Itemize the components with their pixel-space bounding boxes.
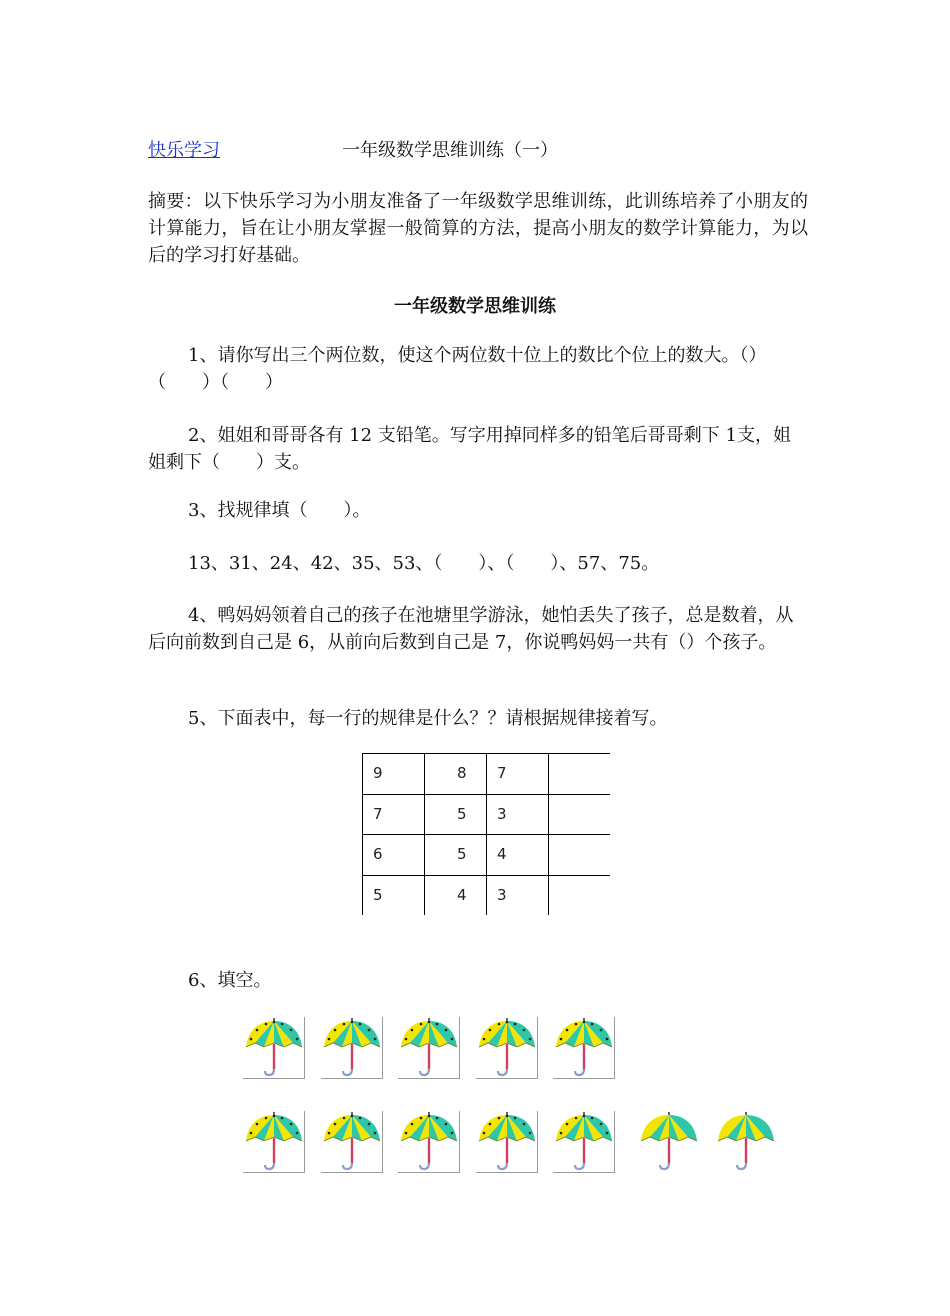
brand-link[interactable]: 快乐学习: [148, 140, 220, 161]
table-cell: 5: [373, 886, 383, 904]
question-3: 3、找规律填（ ）。: [188, 500, 371, 521]
question-text: ）个孩子。: [686, 632, 777, 653]
question-4: [148, 602, 808, 656]
umbrella-icon: [476, 1017, 538, 1079]
umbrella-icon: [243, 1111, 305, 1173]
question-2: [148, 422, 808, 476]
table-cell: 5: [457, 845, 467, 863]
question-6: 6、填空。: [188, 970, 272, 991]
question-text: 着，从后向前数到自己是 6，从前向后数到自己是 7，你说鸭妈妈一共有（: [148, 605, 794, 653]
question-text: 4、鸭妈妈领着自己的孩子在池塘里学游泳，她怕丢失了孩子，总是数: [188, 605, 740, 626]
question-1: [148, 342, 808, 396]
summary-paragraph: [148, 188, 808, 269]
summary-line: 学计算能力，为以后的学习打好基础。: [148, 218, 809, 266]
table-cell: 4: [497, 845, 507, 863]
umbrella-icon: [553, 1111, 615, 1173]
table-cell: 9: [373, 764, 383, 782]
question-text: ）（ ）（ ）: [148, 345, 767, 393]
table-cell: 5: [457, 805, 467, 823]
table-cell: 8: [457, 764, 467, 782]
pattern-table: [362, 753, 610, 915]
table-cell: 3: [497, 886, 507, 904]
umbrella-icon: [398, 1017, 460, 1079]
table-cell: 7: [497, 764, 507, 782]
question-text: 支，姐姐剩下（ ）支。: [148, 425, 791, 473]
number-sequence: 13、31、24、42、35、53、（ ）、（ ）、57、75。: [188, 553, 660, 574]
table-cell: 4: [457, 886, 467, 904]
umbrella-icon: [476, 1111, 538, 1173]
umbrella-icon: [638, 1111, 700, 1173]
umbrella-icon: [715, 1111, 777, 1173]
summary-line: 小朋友的计算能力，旨在让小朋友掌握一般简算的方法，提高小朋友的数: [148, 191, 808, 239]
umbrella-icon: [398, 1111, 460, 1173]
section-title: 一年级数学思维训练: [394, 296, 556, 317]
question-5: 5、下面表中，每一行的规律是什么？？请根据规律接着写。: [188, 708, 668, 729]
doc-title: 一年级数学思维训练（一）: [342, 140, 558, 161]
umbrella-icon: [243, 1017, 305, 1079]
table-cell: 6: [373, 845, 383, 863]
question-text: 2、姐姐和哥哥各有 12 支铅笔。写字用掉同样多的铅笔后哥哥剩下 1: [188, 425, 737, 446]
umbrella-icon: [321, 1017, 383, 1079]
table-cell: 3: [497, 805, 507, 823]
table-cell: 7: [373, 805, 383, 823]
umbrella-icon: [553, 1017, 615, 1079]
question-text: 1、请你写出三个两位数，使这个两位数十位上的数比个位上的数大。（: [188, 345, 749, 366]
umbrella-icon: [321, 1111, 383, 1173]
summary-line: 摘要：以下快乐学习为小朋友准备了一年级数学思维训练，此训练培养了: [148, 191, 735, 212]
